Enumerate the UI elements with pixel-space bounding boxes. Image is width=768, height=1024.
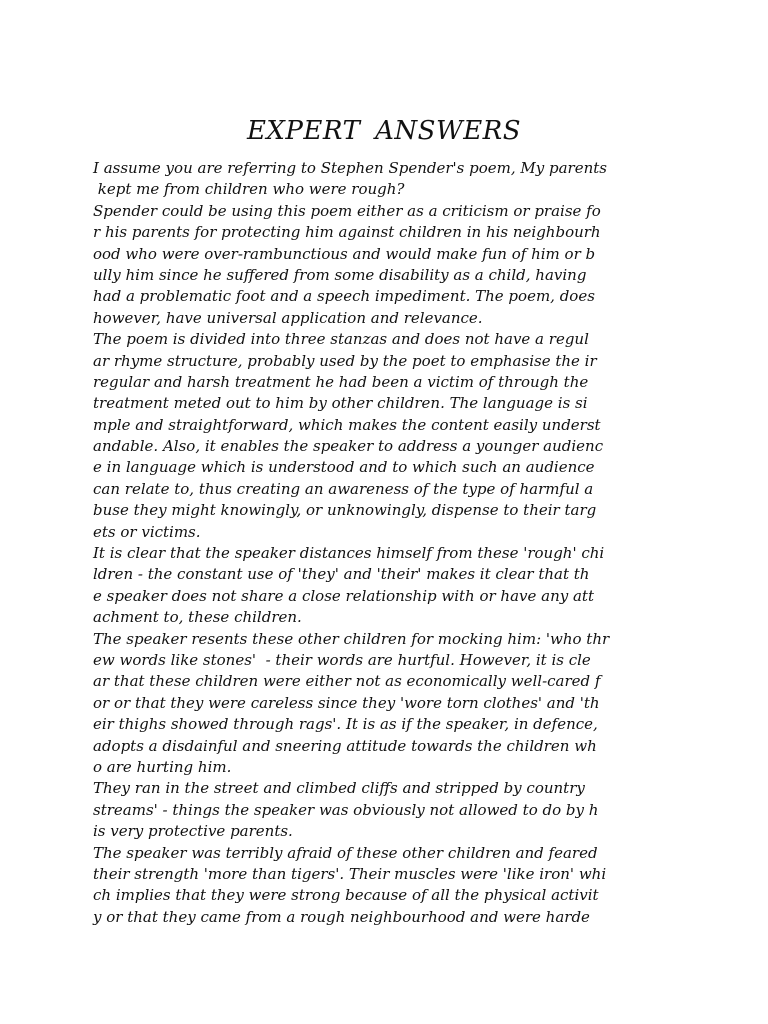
- text-line: e speaker does not share a close relationship with or have any att: [93, 586, 594, 605]
- text-line: ully him since he suffered from some disability as a child, having: [93, 265, 587, 284]
- text-line: however, have universal application and relevance.: [93, 308, 483, 327]
- text-line: treatment meted out to him by other children. The language is si: [93, 394, 588, 413]
- text-line: eir thighs showed through rags'. It is as if the speaker, in defence,: [93, 715, 598, 734]
- text-line: They ran in the street and climbed cliffs and stripped by country: [93, 779, 585, 798]
- text-line: buse they might knowingly, or unknowingly, dispense to their targ: [93, 501, 597, 520]
- text-line: achment to, these children.: [93, 608, 302, 627]
- text-line: It is clear that the speaker distances himself from these 'rough' chi: [93, 544, 605, 563]
- text-line: regular and harsh treatment he had been a victim of through the: [93, 372, 589, 391]
- text-line: ets or victims.: [93, 522, 201, 541]
- text-line: kept me from children who were rough?: [93, 180, 405, 199]
- text-line: r his parents for protecting him against children in his neighbourh: [93, 223, 601, 242]
- text-line: ldren - the constant use of 'they' and 'their' makes it clear that th: [93, 565, 590, 584]
- text-line: ar that these children were either not as economically well-cared f: [93, 672, 601, 691]
- text-line: mple and straightforward, which makes the content easily underst: [93, 415, 601, 434]
- page-title: EXPERT ANSWERS: [246, 116, 522, 146]
- text-line: is very protective parents.: [93, 822, 293, 841]
- text-line: o are hurting him.: [93, 757, 232, 776]
- text-line: ar rhyme structure, probably used by the poet to emphasise the ir: [93, 351, 597, 370]
- text-line: Spender could be using this poem either as a criticism or praise fo: [93, 201, 601, 220]
- body-text: [93, 158, 693, 928]
- text-line: The speaker was terribly afraid of these other children and feared: [93, 843, 598, 862]
- text-line: The poem is divided into three stanzas and does not have a regul: [93, 330, 589, 349]
- text-line: adopts a disdainful and sneering attitude towards the children wh: [93, 736, 597, 755]
- text-line: andable. Also, it enables the speaker to address a younger audienc: [93, 437, 604, 456]
- text-line: e in language which is understood and to which such an audience: [93, 458, 595, 477]
- text-line: I assume you are referring to Stephen Spender's poem, My parents: [93, 159, 607, 177]
- text-line: can relate to, thus creating an awareness of the type of harmful a: [93, 479, 594, 498]
- text-line: ch implies that they were strong because of all the physical activit: [93, 886, 599, 905]
- text-line: ood who were over-rambunctious and would make fun of him or b: [93, 244, 596, 263]
- text-line: y or that they came from a rough neighbourhood and were harde: [93, 907, 590, 926]
- text-line: The speaker resents these other children for mocking him: 'who thr: [93, 629, 610, 648]
- text-line: ew words like stones' - their words are hurtful. However, it is cle: [93, 650, 591, 669]
- text-line: streams' - things the speaker was obviously not allowed to do by h: [93, 800, 599, 819]
- text-line: had a problematic foot and a speech impediment. The poem, does: [93, 287, 595, 306]
- text-line: their strength 'more than tigers'. Their muscles were 'like iron' whi: [93, 864, 607, 883]
- text-line: or or that they were careless since they 'wore torn clothes' and 'th: [93, 693, 600, 712]
